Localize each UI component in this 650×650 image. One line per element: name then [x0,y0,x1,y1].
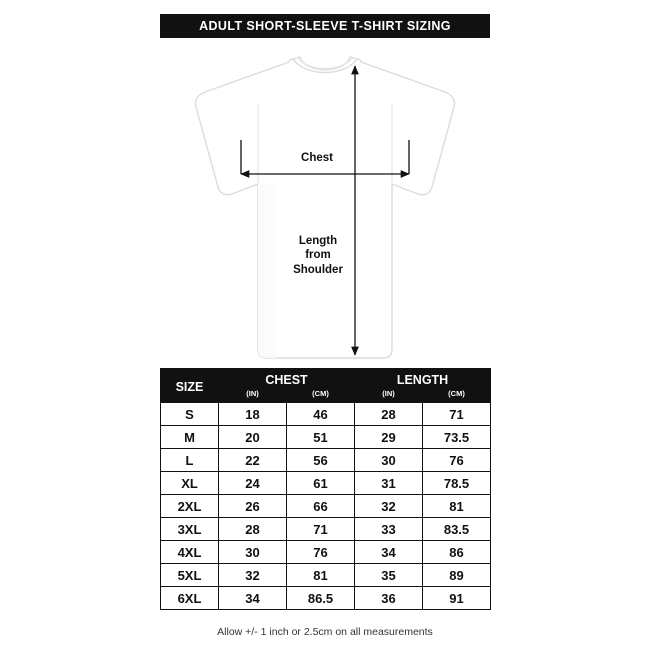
cell-length-in: 36 [355,587,423,610]
header-chest-in: (IN) [219,389,287,403]
table-row [161,541,491,564]
tshirt-diagram [0,44,650,364]
cell-length-cm: 91 [423,587,491,610]
header-length: LENGTH [355,369,491,389]
cell-chest-cm: 71 [287,518,355,541]
cell-chest-in: 34 [219,587,287,610]
page-title: ADULT SHORT-SLEEVE T-SHIRT SIZING [199,19,451,33]
cell-chest-in: 18 [219,403,287,426]
size-table-wrapper [160,368,490,610]
measurement-tolerance-note: Allow +/- 1 inch or 2.5cm on all measurements [217,626,433,638]
cell-length-cm: 71 [423,403,491,426]
cell-size: 2XL [161,495,219,518]
cell-length-cm: 78.5 [423,472,491,495]
table-head [161,369,491,403]
cell-size: 6XL [161,587,219,610]
tshirt-shape [195,57,454,358]
cell-chest-cm: 66 [287,495,355,518]
cell-length-cm: 86 [423,541,491,564]
cell-chest-cm: 76 [287,541,355,564]
header-chest-cm: (CM) [287,389,355,403]
cell-length-cm: 81 [423,495,491,518]
cell-size: 4XL [161,541,219,564]
cell-length-in: 31 [355,472,423,495]
cell-chest-in: 30 [219,541,287,564]
cell-length-cm: 76 [423,449,491,472]
cell-chest-in: 20 [219,426,287,449]
table-row [161,518,491,541]
cell-chest-cm: 81 [287,564,355,587]
table-header-main-row [161,369,491,389]
cell-length-in: 29 [355,426,423,449]
cell-size: M [161,426,219,449]
table-row [161,587,491,610]
tshirt-illustration-svg [0,44,650,364]
header-length-cm: (CM) [423,389,491,403]
cell-chest-in: 26 [219,495,287,518]
cell-chest-in: 32 [219,564,287,587]
length-label [268,234,368,277]
cell-length-cm: 73.5 [423,426,491,449]
size-chart-table [160,368,491,610]
cell-size: XL [161,472,219,495]
cell-chest-cm: 86.5 [287,587,355,610]
length-label-line-1: Length [298,235,338,247]
cell-length-cm: 89 [423,564,491,587]
cell-length-in: 32 [355,495,423,518]
cell-length-in: 35 [355,564,423,587]
cell-chest-cm: 61 [287,472,355,495]
table-body [161,403,491,610]
cell-chest-in: 28 [219,518,287,541]
table-row [161,564,491,587]
table-row [161,403,491,426]
cell-length-in: 28 [355,403,423,426]
cell-length-in: 33 [355,518,423,541]
cell-chest-in: 22 [219,449,287,472]
page-title-bar [160,14,490,38]
cell-length-cm: 83.5 [423,518,491,541]
table-row [161,426,491,449]
cell-size: L [161,449,219,472]
cell-size: 5XL [161,564,219,587]
cell-size: 3XL [161,518,219,541]
cell-chest-in: 24 [219,472,287,495]
header-length-in: (IN) [355,389,423,403]
cell-length-in: 34 [355,541,423,564]
cell-chest-cm: 51 [287,426,355,449]
header-size: SIZE [161,369,219,403]
header-chest: CHEST [219,369,355,389]
cell-chest-cm: 46 [287,403,355,426]
length-label-line-2: from [305,249,331,262]
table-row [161,472,491,495]
table-row [161,495,491,518]
cell-length-in: 30 [355,449,423,472]
length-label-line-3: Shoulder [293,263,343,276]
chest-label: Chest [301,152,333,164]
table-row [161,449,491,472]
cell-chest-cm: 56 [287,449,355,472]
cell-size: S [161,403,219,426]
